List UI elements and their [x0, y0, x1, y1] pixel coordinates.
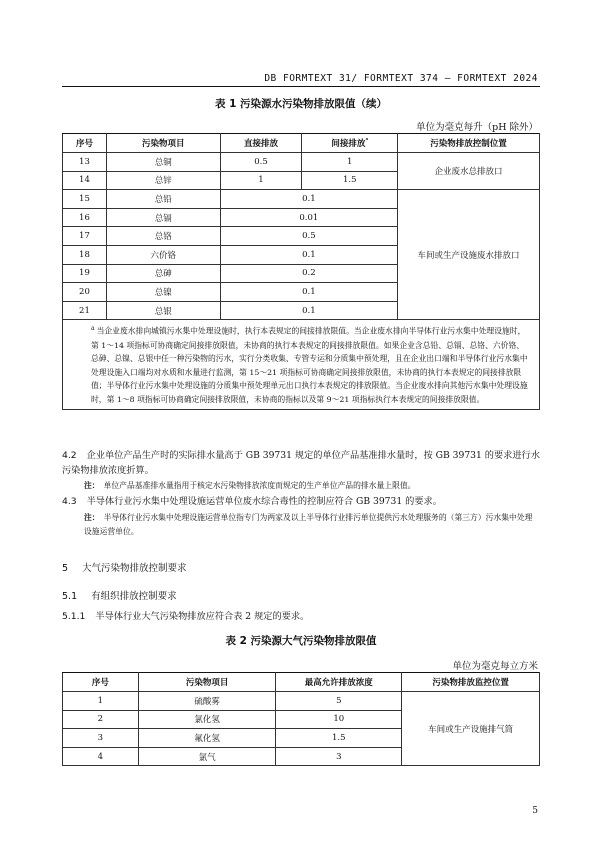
section-title: 有组织排放控制要求: [91, 591, 177, 602]
section-5-heading: [62, 560, 187, 574]
row-item: 总镍: [106, 283, 220, 302]
row-item: 总银: [106, 301, 220, 320]
row-item: 氯化氢: [138, 710, 276, 729]
row-limit: 0.5: [220, 227, 398, 246]
row-item: 氟化氢: [138, 729, 276, 748]
row-no: 4: [63, 747, 139, 766]
row-item: 硫酸雾: [138, 692, 276, 711]
location-cell: 车间或生产设施废水排放口: [398, 190, 540, 320]
table1-header-no: 序号: [63, 134, 107, 153]
row-item: 总铬: [106, 227, 220, 246]
section-number: 5.1: [62, 591, 78, 602]
footnote-text: 当企业废水排向城镇污水集中处理设施时，执行本表规定的间接排放限值。当企业废水排向半导体行业污水集中处理设施时，第 1～14 项指标可协商确定间接排放限值，未协商的执行本表规定的间接排放限值。如果企业含总铅、总镉、总铬、六价铬、总砷、总镍、总银中任一种污染物的污水，实行分类收集、专管专运和分质集中预处理，且在企业出口端和半导体行业污水集中处理设施入口端均对水质和水量进行监测，第 15～21 项指标可协商确定间接排放限值，未协商的执行本表规定的间接排放限值；半导体行业污水集中处理设施的分质集中预处理单元出口执行本表规定的排放限值。当企业废水排向其他污水集中处理设施时，第 1～8 项指标可协商确定间接排放限值，未协商的指标以及第 9～21 项指标执行本表规定的间接排放限值。: [91, 326, 528, 404]
clause-number: 5.1.1: [62, 611, 86, 622]
row-no: 2: [63, 710, 139, 729]
table-row: [63, 190, 540, 209]
table2-header-no: 序号: [63, 673, 139, 692]
row-no: 16: [63, 208, 107, 227]
table1: [62, 133, 540, 410]
row-no: 1: [63, 692, 139, 711]
row-limit: 1.5: [276, 729, 402, 748]
row-no: 21: [63, 301, 107, 320]
row-limit: 0.1: [220, 301, 398, 320]
row-item: 总锌: [106, 171, 220, 190]
row-no: 14: [63, 171, 107, 190]
standard-code: DB FORMTEXT 31/ FORMTEXT 374 — FORMTEXT 2024: [264, 73, 538, 84]
table1-header-location: 污染物排放控制位置: [398, 134, 540, 153]
table2-header-item: 污染物项目: [138, 673, 276, 692]
table1-header-indirect-mark: ᵃ: [365, 137, 369, 145]
table1-header-row: [63, 134, 540, 153]
clause-4-3: [62, 494, 540, 509]
page-number: 5: [532, 806, 538, 816]
table1-header-indirect-label: 间接排放: [331, 139, 366, 149]
row-no: 19: [63, 264, 107, 283]
clause-5-1-1: [62, 609, 540, 624]
row-indirect: 1.5: [302, 171, 398, 190]
table-row: [63, 153, 540, 172]
section-number: 5: [62, 563, 69, 574]
table-row: [63, 692, 540, 711]
row-item: 总铜: [106, 153, 220, 172]
row-limit: 0.1: [220, 245, 398, 264]
row-item: 六价铬: [106, 245, 220, 264]
table1-unit: 单位为毫克每升（pH 除外）: [416, 122, 538, 133]
table2-header-limit: 最高允许排放浓度: [276, 673, 402, 692]
clause-number: 4.2: [62, 450, 77, 461]
note-label: 注：: [84, 481, 100, 490]
header-rule: [62, 86, 540, 87]
row-limit: 0.01: [220, 208, 398, 227]
row-limit: 0.1: [220, 283, 398, 302]
row-no: 13: [63, 153, 107, 172]
row-no: 3: [63, 729, 139, 748]
row-indirect: 1: [302, 153, 398, 172]
table2-title: 表 2 污染源大气污染物排放限值: [225, 635, 377, 647]
section-5-1-heading: [62, 588, 177, 602]
location-cell: 企业废水总排放口: [398, 153, 540, 190]
table2-unit: 单位为毫克每立方米: [452, 661, 538, 672]
row-direct: 1: [220, 171, 302, 190]
clause-text: 半导体行业污水集中处理设施运营单位废水综合毒性的控制应符合 GB 39731 的要求。: [86, 496, 442, 507]
row-item: 总铅: [106, 190, 220, 209]
row-no: 17: [63, 227, 107, 246]
table1-footnote: [63, 320, 540, 409]
table1-header-indirect: [302, 134, 398, 153]
table1-footnote-row: [63, 320, 540, 409]
row-item: 氯气: [138, 747, 276, 766]
clause-4-2: [62, 448, 540, 478]
row-limit: 0.2: [220, 264, 398, 283]
row-item: 总砷: [106, 264, 220, 283]
note-4-2: [84, 479, 540, 493]
note-text: 单位产品基准排水量指用于核定水污染物排放浓度而规定的生产单位产品的排水量上限值。: [103, 481, 416, 490]
table2-header-location: 污染物排放监控位置: [402, 673, 540, 692]
table1-header-item: 污染物项目: [106, 134, 220, 153]
row-limit: 5: [276, 692, 402, 711]
row-no: 15: [63, 190, 107, 209]
table1-header-direct: 直接排放: [220, 134, 302, 153]
note-text: 半导体行业污水集中处理设施运营单位指专门为两家及以上半导体行业排污单位提供污水处理服务的（第三方）污水集中处理设施运营单位。: [84, 513, 533, 536]
clause-number: 4.3: [62, 496, 77, 507]
footnote-mark: a: [91, 325, 95, 333]
row-no: 20: [63, 283, 107, 302]
location-cell: 车间或生产设施排气筒: [402, 692, 540, 766]
section-title: 大气污染物排放控制要求: [82, 563, 187, 574]
row-limit: 3: [276, 747, 402, 766]
row-limit: 0.1: [220, 190, 398, 209]
row-direct: 0.5: [220, 153, 302, 172]
note-4-3: [84, 511, 540, 539]
note-label: 注：: [84, 513, 100, 522]
table2: [62, 672, 540, 766]
table1-title: 表 1 污染源水污染物排放限值（续）: [214, 98, 388, 110]
row-limit: 10: [276, 710, 402, 729]
table2-header-row: [63, 673, 540, 692]
clause-text: 企业单位产品生产时的实际排水量高于 GB 39731 规定的单位产品基准排水量时，按 GB 39731 的要求进行水污染物排放浓度折算。: [62, 450, 540, 476]
clause-text: 半导体行业大气污染物排放应符合表 2 规定的要求。: [95, 611, 310, 622]
row-item: 总镉: [106, 208, 220, 227]
row-no: 18: [63, 245, 107, 264]
